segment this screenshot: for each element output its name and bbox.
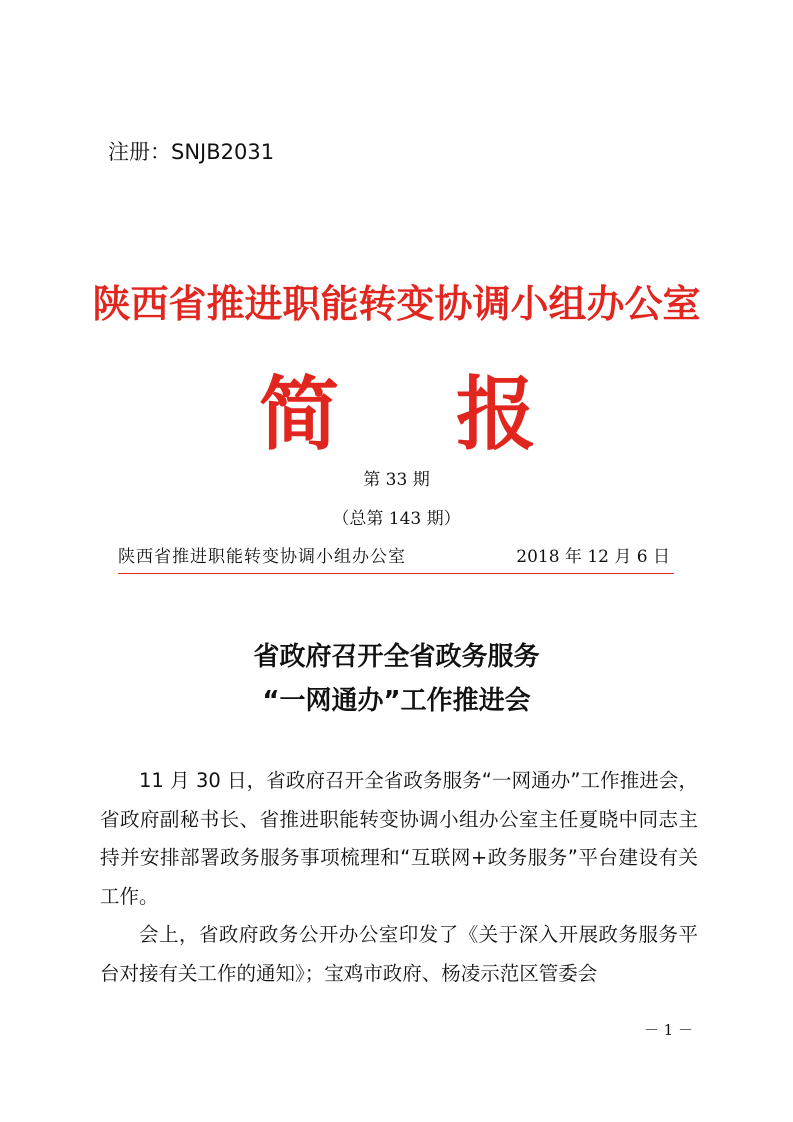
masthead-title [0, 370, 793, 460]
issue-date: 2018 年 12 月 6 日 [516, 547, 670, 567]
article-body [100, 762, 698, 993]
article-paragraph: 11 月 30 日，省政府召开全省政务服务“一网通办”工作推进会，省政府副秘书长、省推进职能转变协调小组办公室主任夏晓中同志主持并安排部署政务服务事项梳理和“互联网+政务服务”平台建设有关工作。 [100, 769, 698, 908]
issue-number: 第 33 期 [363, 470, 430, 490]
total-issue-number: （总第 143 期） [332, 509, 461, 529]
page-number: － 1 － [643, 1021, 693, 1039]
registration-number: 注册：SNJB2031 [108, 140, 275, 164]
masthead-organization: 陕西省推进职能转变协调小组办公室 [92, 282, 701, 326]
publisher-date-row [118, 543, 674, 571]
article-headline-line-1: 省政府召开全省政务服务 [253, 642, 540, 672]
masthead-title-char-1: 简 [259, 368, 339, 461]
article-paragraph: 会上，省政府政务公开办公室印发了《关于深入开展政务服务平台对接有关工作的通知》；宝鸡市政府、杨凌示范区管委会 [100, 923, 698, 985]
red-divider [118, 573, 674, 574]
article-headline-line-2: “一网通办”工作推进会 [262, 686, 531, 716]
masthead-title-char-2: 报 [456, 368, 536, 461]
publisher: 陕西省推进职能转变协调小组办公室 [118, 547, 406, 567]
